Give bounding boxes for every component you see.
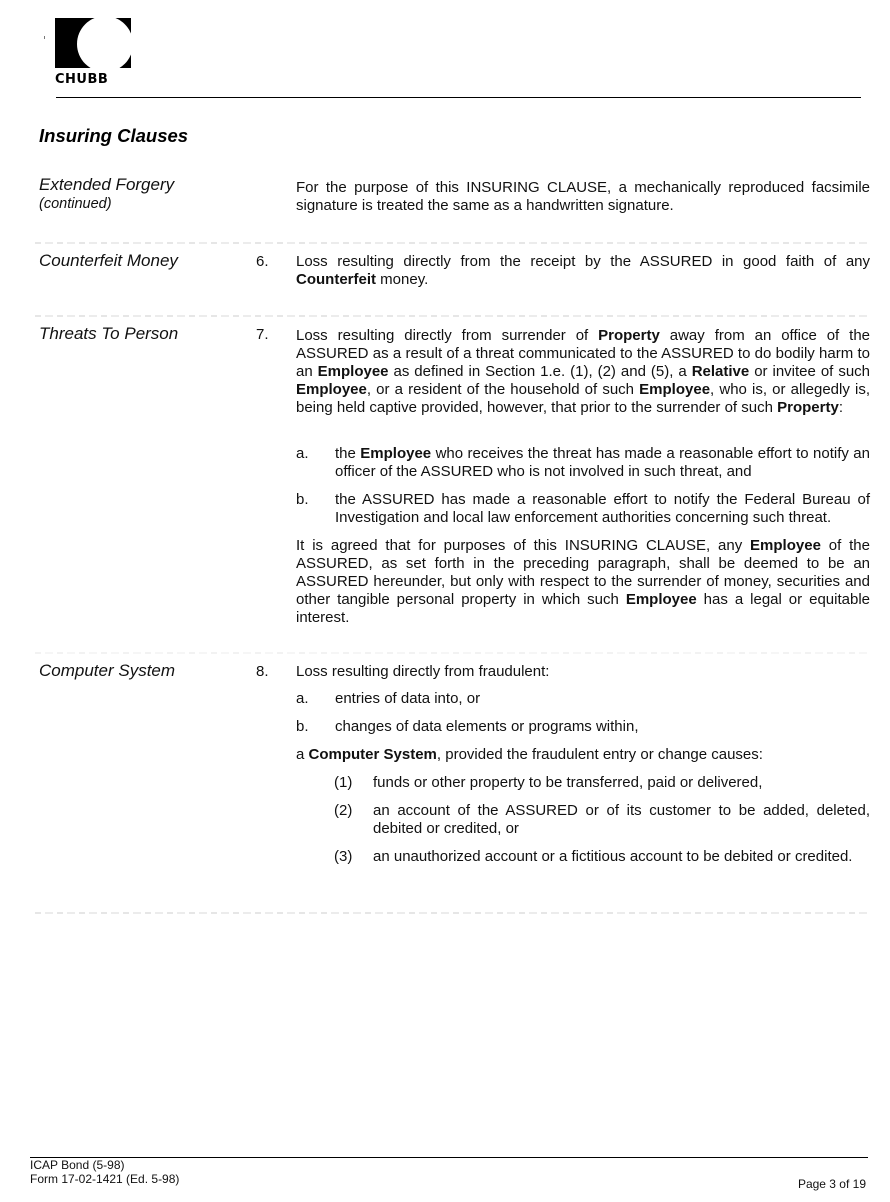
- scan-artifact: [44, 36, 45, 39]
- continued-label: (continued): [39, 196, 112, 212]
- page-number: Page 3 of 19: [797, 1177, 866, 1191]
- faint-divider: [35, 242, 870, 244]
- clause-label-threats-to-person: Threats To Person: [39, 324, 179, 343]
- chubb-logo-icon: [55, 18, 131, 68]
- faint-divider: [35, 315, 870, 317]
- clause-label-computer-system: Computer System: [39, 661, 176, 680]
- footer-bond-name: ICAP Bond (5-98): [30, 1158, 125, 1172]
- clause-number: 8.: [256, 663, 269, 680]
- list-item: b. changes of data elements or programs within,: [296, 718, 639, 735]
- defined-term: Counterfeit: [296, 271, 376, 288]
- clause-middle-computer-system: a Computer System, provided the fraudulent entry or change causes:: [296, 746, 763, 763]
- numbered-item: (1) funds or other property to be transferred, paid or delivered,: [334, 774, 763, 791]
- clause-label-extended-forgery: Extended Forgery (continued): [39, 175, 175, 212]
- clause-intro-threats-to-person: Loss resulting directly from surrender of Property away from an office of the ASSURED as a result of a threat communicated to the ASSURED to do bodily harm to an Employee as defined in Section 1.e. (1), (2) and (5), a Relative or invitee of such Employee, or a resident of the household of such Employee, who is, or allegedly is, being held captive provided, however, that prior to the surrender of such Property:: [296, 327, 871, 416]
- faint-divider: [35, 652, 870, 654]
- clause-label-counterfeit-money: Counterfeit Money: [39, 251, 178, 270]
- numbered-item: (2) an account of the ASSURED or of its customer to be added, deleted, debited or credited, or: [334, 802, 870, 837]
- header-divider: [56, 97, 861, 98]
- chubb-logo: [55, 18, 133, 87]
- logo-text: CHUBB: [55, 72, 109, 87]
- list-item: b. the ASSURED has made a reasonable effort to notify the Federal Bureau of Investigation and local law enforcement authorities concerning such threat.: [296, 491, 870, 526]
- clause-closing-threats-to-person: It is agreed that for purposes of this INSURING CLAUSE, any Employee of the ASSURED, as set forth in the preceding paragraph, shall be deemed to be an ASSURED hereunder, but only with respect to the surrender of money, securities and other tangible personal property in which such Employee has a legal or equitable interest.: [296, 537, 871, 626]
- list-item: a. the Employee who receives the threat has made a reasonable effort to notify an officer of the ASSURED who is not involved in such threat, and: [296, 445, 870, 480]
- clause-number: 6.: [256, 253, 269, 270]
- faint-divider: [35, 912, 870, 914]
- clause-number: 7.: [256, 326, 269, 343]
- list-item: a. entries of data into, or: [296, 690, 481, 707]
- numbered-item: (3) an unauthorized account or a fictitious account to be debited or credited.: [334, 848, 853, 865]
- footer-form-number: Form 17-02-1421 (Ed. 5-98): [30, 1172, 180, 1186]
- clause-text-extended-forgery: For the purpose of this INSURING CLAUSE, a mechanically reproduced facsimile signature is treated the same as a handwritten signature.: [296, 179, 870, 214]
- clause-text-counterfeit-money: Loss resulting directly from the receipt by the ASSURED in good faith of any Counterfeit money.: [296, 253, 870, 288]
- footer-form-info: [30, 1158, 179, 1186]
- section-title: Insuring Clauses: [39, 125, 189, 146]
- clause-intro-computer-system: Loss resulting directly from fraudulent:: [296, 663, 550, 680]
